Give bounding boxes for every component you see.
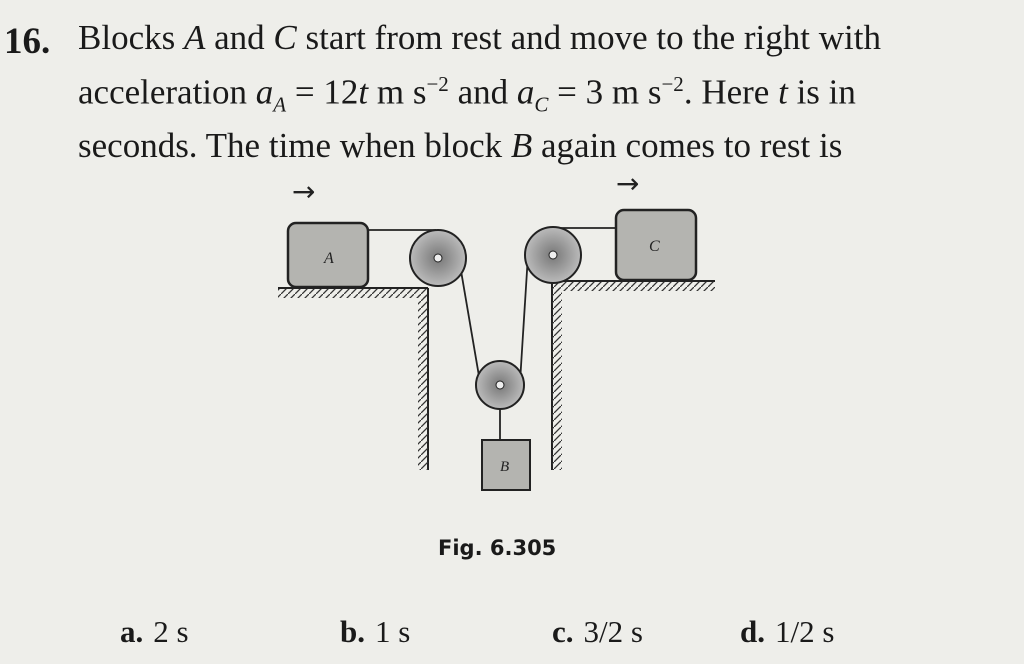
- right-ledge: [552, 281, 715, 470]
- block-b: [482, 440, 530, 490]
- pulley-bottom: [476, 361, 524, 409]
- pulley-left: [410, 230, 466, 286]
- option-c[interactable]: c. 3/2 s: [552, 614, 643, 649]
- option-a[interactable]: a. 2 s: [120, 614, 189, 649]
- pulley-diagram: [260, 175, 730, 505]
- question-line-3: seconds. The time when block B again comes to rest is: [78, 126, 843, 165]
- option-b[interactable]: b. 1 s: [340, 614, 411, 649]
- pulley-right: [525, 227, 581, 283]
- figure-caption: Fig. 6.305: [438, 536, 557, 560]
- block-c-label: C: [649, 238, 660, 255]
- block-b-label: B: [500, 459, 510, 475]
- block-a: [288, 223, 368, 287]
- arrow-c-icon: →: [616, 175, 640, 200]
- question-line-2: acceleration $a_A = 12t$ m $s^{-2}$ and $a_C = 3$ m $s^{-2}$. Here t is in: [78, 72, 856, 117]
- arrow-a-icon: →: [292, 175, 316, 208]
- left-ledge: [278, 288, 428, 470]
- block-b-ref: B: [510, 126, 533, 165]
- question-number: 16.: [4, 21, 51, 62]
- block-a-label: A: [324, 250, 334, 267]
- block-c-ref: C: [273, 18, 297, 57]
- pulley-figure: [260, 175, 730, 505]
- question-line-1: Blocks A and C start from rest and move to the right with: [78, 18, 881, 57]
- block-a-ref: A: [183, 18, 206, 57]
- block-c: [616, 210, 696, 280]
- option-d[interactable]: d. 1/2 s: [740, 614, 835, 649]
